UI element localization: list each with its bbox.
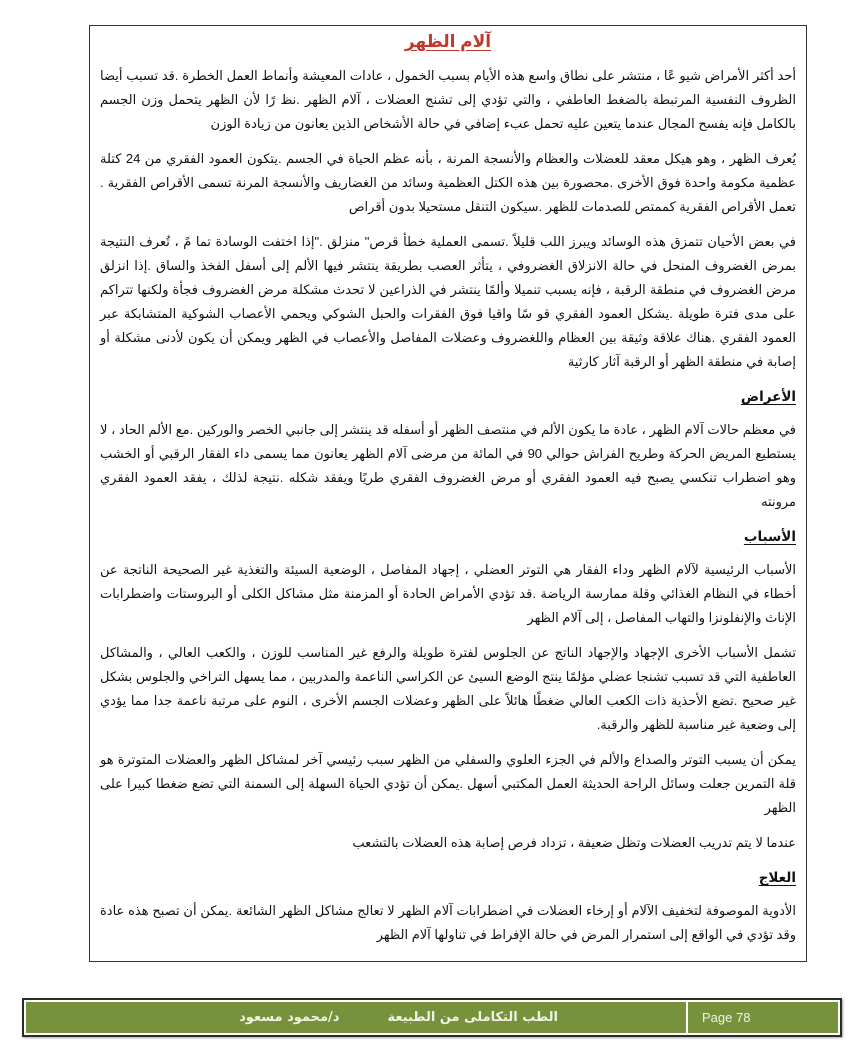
intro-paragraph-3: في بعض الأحيان تتمزق هذه الوسائد ويبرز اللب قليلاً .تسمى العملية خطأ قرص" منزلق ."إذا اختفت الوسادة تما مً ، تُعرف النتيجة بمرض الغضروف المنحل في حالة الانزلاق الغضروفي ، يتأثر العصب بطريقة ينتشر فيها الألم إلى أسفل الفخذ والساق .إذا انزلق مرض الغضروف في منطقة الرقبة ، فإنه يسبب تنميلا وألمًا ينتشر في الذراعين لا تحدث مشكلة مرض الغضروف فجأة ولكنها تتراكم على مدى فترة طويلة .يشكل العمود الفقري قو سًا واقيا فوق الفقرات والحبل الشوكي ويحمي الأعصاب الشوكية المتشابكة عبر العمود الفقري .هناك علاقة وثيقة بين العظام واللغضروف وعضلات المفاصل والأعصاب في الظهر ويمكن أن يكون لأدنى مشكلة أو إصابة في منطقة الظهر أو الرقبة آثار كارثية <box>100 234 796 369</box>
page-footer <box>22 998 842 1037</box>
footer-page-cell <box>688 1002 838 1033</box>
footer-author: د/محمود مسعود <box>239 1010 340 1025</box>
section-heading-causes: الأسباب <box>743 529 796 544</box>
footer-book-title: الطب التكاملى من الطبيعة <box>387 1010 558 1025</box>
causes-paragraph-2: تشمل الأسباب الأخرى الإجهاد والإجهاد الناتج عن الجلوس لفترة طويلة والرفع غير المناسب للوزن ، والكعب العالي ، والمشاكل العاطفية التي قد تسبب تشنجا عضلي مؤلمًا ينتج الوضع السيئ عن الكراسي الناعمة والمدربين ، مما يسهل التراخي والجلوس بشكل غير صحيح .تضع الأحذية ذات الكعب العالي ضغطًا هائلاً على الظهر وعضلات الجسم الأخرى ، النوم على مرتبة ناعمة جدا مما يؤدي إلى وضعية غير مناسبة للظهر والرقبة. <box>100 645 796 732</box>
causes-paragraph-4: عندما لا يتم تدريب العضلات وتظل ضعيفة ، تزداد فرص إصابة هذه العضلات بالتشعب <box>352 835 796 850</box>
treatment-paragraph: الأدوية الموصوفة لتخفيف الآلام أو إرخاء العضلات في اضطرابات آلام الظهر لا تعالج مشاكل الظهر الشائعة .يمكن أن تصبح هذه عادة وقد تؤدي في الواقع إلى استمرار المرض في حالة الإفراط في تناولها آلام الظهر <box>100 903 796 942</box>
causes-paragraph-1: الأسباب الرئيسية لآلام الظهر وداء الفقار هي التوتر العضلي ، إجهاد المفاصل ، الوضعية السيئة والتغذية غير الصحيحة الناتجة عن أخطاء في النظام الغذائي وقلة ممارسة الرياضة .قد تؤدي الأمراض الحادة أو المزمنة مثل مشاكل الكلى أو البروستات واضطرابات الإناث والإنفلونزا والتهاب المفاصل ، إلى آلام الظهر <box>100 562 796 625</box>
intro-paragraph-1: أحد أكثر الأمراض شيو عًا ، منتشر على نطاق واسع هذه الأيام بسبب الخمول ، عادات المعيشة وأنماط العمل الخطرة .قد تسبب أيضا الظروف النفسية المرتبطة بالضغط العاطفي ، والتي تؤدي إلى تشنج العضلات ، آلام الظهر .نظ رًا لأن الظهر يتحمل وزن الجسم بالكامل فإنه يفسح المجال عندما يتعين عليه تحمل عبء إضافي في حالة الأشخاص الذين يعانون من زيادة الوزن <box>100 68 796 131</box>
section-heading-symptoms: الأعراض <box>740 389 796 404</box>
causes-paragraph-3: يمكن أن يسبب التوتر والصداع والألم في الجزء العلوي والسفلي من الظهر سبب رئيسي آخر لمشاكل الظهر والعضلات المتوترة هو قلة التمرين جعلت وسائل الراحة الحديثة العمل المكتبي أسهل .يمكن أن تؤدي الحياة السهلة إلى السمنة التي تضع ضغطا كبيرا على الظهر <box>100 752 796 815</box>
intro-paragraph-2: يُعرف الظهر ، وهو هيكل معقد للعضلات والعظام والأنسجة المرنة ، بأنه عظم الحياة في الجسم .يتكون العمود الفقري من 24 كتلة عظمية مكومة واحدة فوق الأخرى .محصورة بين هذه الكتل العظمية وسائد من الغضاريف والأنسجة المرنة تسمى الأقراص الفقرية . تعمل الأقراص الفقرية كممتص للصدمات للظهر .سيكون التنقل مستحيلا بدون أقراص <box>100 151 797 214</box>
page-number: Page 78 <box>702 1010 751 1025</box>
symptoms-paragraph: في معظم حالات آلام الظهر ، عادة ما يكون الألم في منتصف الظهر أو أسفله قد ينتشر إلى جانبي الخصر والوركين .مع الألم الحاد ، لا يستطيع المريض الحركة وطريح الفراش حوالي 90 في المائة من مرضى آلام الظهر يعانون مما يسمى داء الفقار الرقبي أو الخشب وهو اضطراب تنكسي يصبح فيه العمود الفقري أو مرض الغضروف الفقري طريًا ويفقد شكله .نتيجة لذلك ، يفقد العمود الفقري مرونته <box>100 422 797 509</box>
section-heading-treatment: العلاج <box>758 870 796 885</box>
content-frame <box>89 25 807 962</box>
page-title: آلام الظهر <box>404 32 492 51</box>
footer-title-cell <box>26 1002 686 1033</box>
